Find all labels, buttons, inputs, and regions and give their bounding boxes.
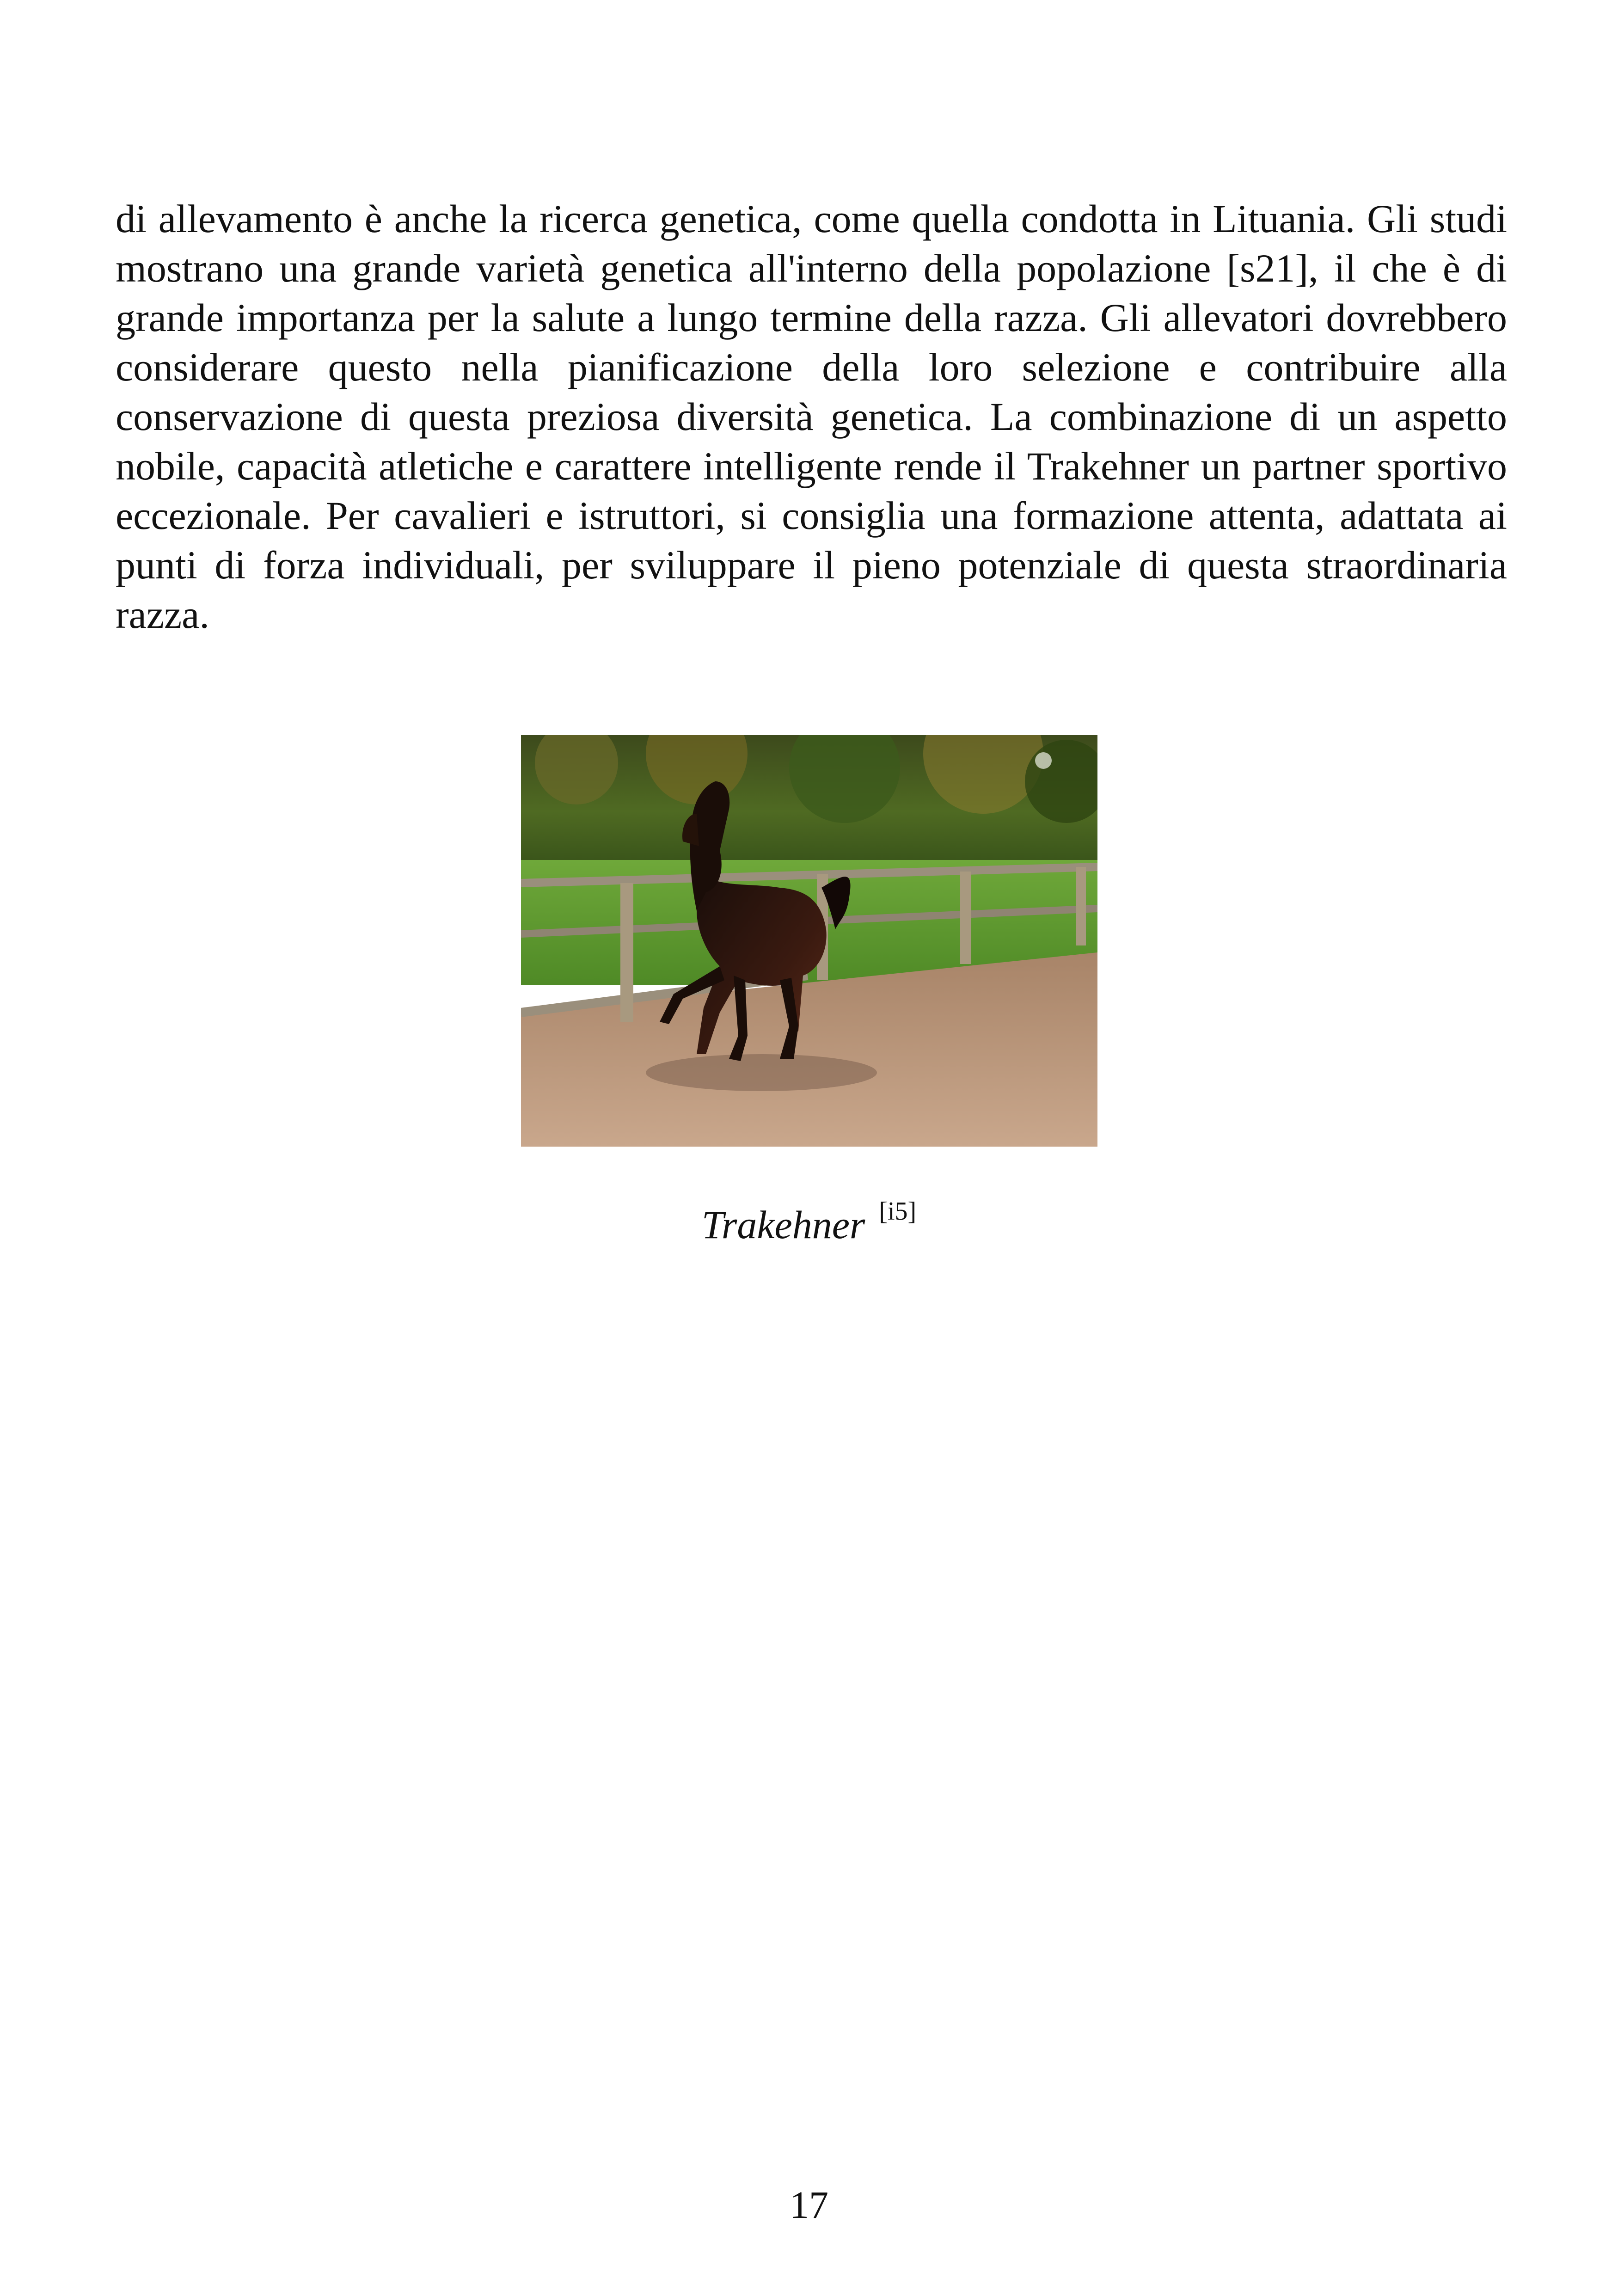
page-number: 17 <box>790 2184 828 2227</box>
caption-reference: [i5] <box>879 1197 917 1226</box>
body-paragraph: di allevamento è anche la ricerca genetica, come quella condotta in Lituania. Gli studi mostrano una grande varietà genetica all'interno della popolazione [s21], il che è di grande importanza per la salute a lungo termine della razza. Gli allevatori dovrebbero considerare questo nella pianificazione della loro selezione e contribuire alla conservazione di questa preziosa diversità genetica. La combinazione di un aspetto nobile, capacità atletiche e carattere intelligente rende il Trakehner un partner sportivo eccezionale. Per cavalieri e istruttori, si consiglia una formazione attenta, adattata ai punti di forza individuali, per sviluppare il pieno potenziale di questa straordinaria razza. <box>116 196 1507 637</box>
caption-text: Trakehner <box>701 1203 865 1247</box>
figure-caption <box>0 1186 1618 1250</box>
horse-photo <box>521 735 1097 1147</box>
